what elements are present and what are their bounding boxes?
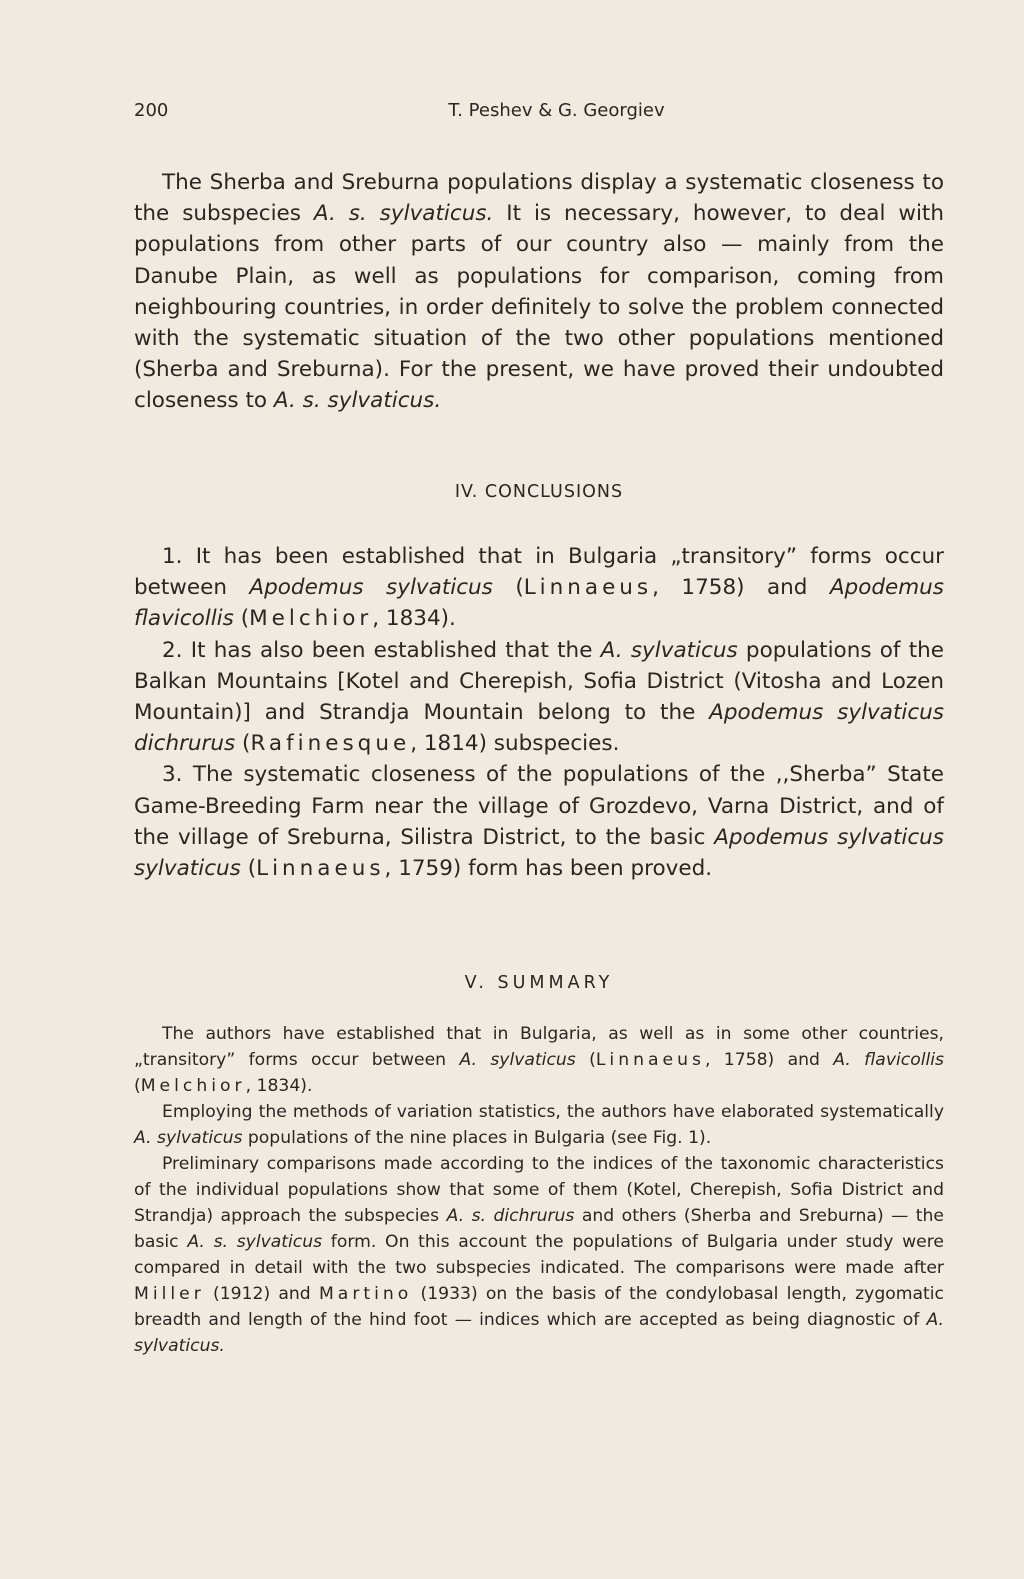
taxon-name: A. s. sylvaticus.	[273, 388, 442, 414]
text-run: (	[134, 1076, 141, 1096]
text-run: populations of the Balkan Mountains [Kotel and Cherepish, Sofia District (Vitosha and Lozen Mountain)] and Strandja Mountain belong to the	[134, 637, 944, 726]
author-name: Linnaeus	[595, 1050, 705, 1070]
text-run: The Sherba and Sreburna populations display a systematic closeness to the subspecies	[134, 170, 944, 227]
text-run: (	[492, 575, 524, 601]
page-number: 200	[134, 100, 169, 121]
author-name: Melchior	[249, 606, 373, 632]
summary-section	[134, 1021, 944, 1359]
conclusion-item-1	[134, 541, 944, 635]
page-header	[134, 100, 944, 126]
intro-paragraph	[134, 167, 944, 417]
running-head-text: T. Peshev & G. Georgiev	[448, 100, 665, 121]
text-run: (1933) on the basis of the condylobasal length, zygomatic breadth and length of the hind foot — indices which are accepted as being diagnostic of	[134, 1284, 944, 1330]
summary-paragraph-3	[134, 1151, 944, 1359]
text-run: populations of the nine places in Bulgaria (see Fig. 1).	[242, 1128, 712, 1148]
taxon-name: A. sylvaticus	[600, 637, 738, 663]
taxon-name: Apodemus flavicollis	[134, 575, 944, 632]
author-name: Rafinesque	[250, 731, 411, 757]
text-run: The authors have established that in Bulgaria, as well as in some other countries, „transitory” forms occur between	[134, 1024, 944, 1070]
text-run: and others (Sherba and Sreburna) — the basic	[134, 1206, 944, 1252]
running-head	[134, 100, 944, 121]
conclusions-heading: IV. CONCLUSIONS	[454, 482, 624, 502]
text-run: 1. It has been established that in Bulgaria „transitory” forms occur between	[134, 544, 944, 601]
author-name: Linnaeus	[256, 856, 385, 882]
intro-section	[134, 167, 944, 417]
taxon-name: A. sylvaticus.	[134, 1310, 944, 1356]
text-run: , 1834).	[372, 606, 456, 632]
taxon-name: Apodemus sylvaticus sylvaticus	[134, 824, 944, 882]
text-run: 2. It has also been established that the	[162, 637, 601, 663]
text-run: Employing the methods of variation statistics, the authors have elaborated systematically	[162, 1102, 944, 1122]
text-run: (1912) and	[204, 1284, 319, 1304]
summary-heading: V. SUMMARY	[464, 973, 614, 993]
author-name: Martino	[318, 1284, 413, 1304]
taxon-name: Apodemus sylvaticus dichrurus	[134, 700, 945, 757]
author-name: Miller	[134, 1284, 205, 1304]
summary-paragraph-1	[134, 1021, 944, 1099]
text-run: , 1759) form has been proved.	[384, 856, 713, 882]
text-run: , 1834).	[245, 1076, 313, 1096]
text-run: (	[575, 1050, 596, 1070]
text-run: (	[235, 731, 251, 757]
taxon-name: A. s. sylvaticus	[187, 1232, 323, 1252]
taxon-name: A. sylvaticus	[459, 1050, 576, 1070]
text-run: , 1758) and	[652, 575, 830, 601]
text-run: Preliminary comparisons made according to the indices of the taxonomic characteristics of the individual populations show that some of them (Kotel, Cherepish, Sofia District and Strandja) approach the subspecies	[134, 1154, 944, 1226]
text-run: , 1814) subspecies.	[410, 731, 620, 757]
text-run: (	[233, 606, 250, 632]
text-run: (	[240, 856, 257, 882]
author-name: Linnaeus	[523, 575, 653, 601]
taxon-name: A. sylvaticus	[134, 1128, 243, 1148]
conclusion-item-3	[134, 759, 944, 884]
summary-paragraph-2	[134, 1099, 944, 1151]
taxon-name: A. s. sylvaticus.	[313, 201, 494, 227]
taxon-name: Apodemus sylvaticus	[249, 575, 493, 601]
text-run: It is necessary, however, to deal with populations from other parts of our country also — mainly from the Danube Plain, as well as populations for comparison, coming from neighbouring countries, in order definitely to solve the problem connected with the systematic situation of the two other populations mentioned (Sherba and Sreburna). For the present, we have proved their undoubted closeness to	[134, 201, 944, 414]
author-name: Melchior	[140, 1076, 246, 1096]
text-run: form. On this account the populations of Bulgaria under study were compared in detail with the two subspecies indicated. The comparisons were made after	[134, 1232, 944, 1278]
text-run: , 1758) and	[704, 1050, 834, 1070]
conclusion-item-2	[134, 635, 944, 760]
text-run: 3. The systematic closeness of the populations of the ,,Sherba” State Game-Breeding Farm near the village of Grozdevo, Varna District, and of the village of Sreburna, Silistra District, to the basic	[134, 762, 944, 850]
taxon-name: A. flavicollis	[833, 1050, 945, 1070]
conclusions-section	[134, 541, 944, 884]
taxon-name: A. s. dichrurus	[446, 1206, 575, 1226]
